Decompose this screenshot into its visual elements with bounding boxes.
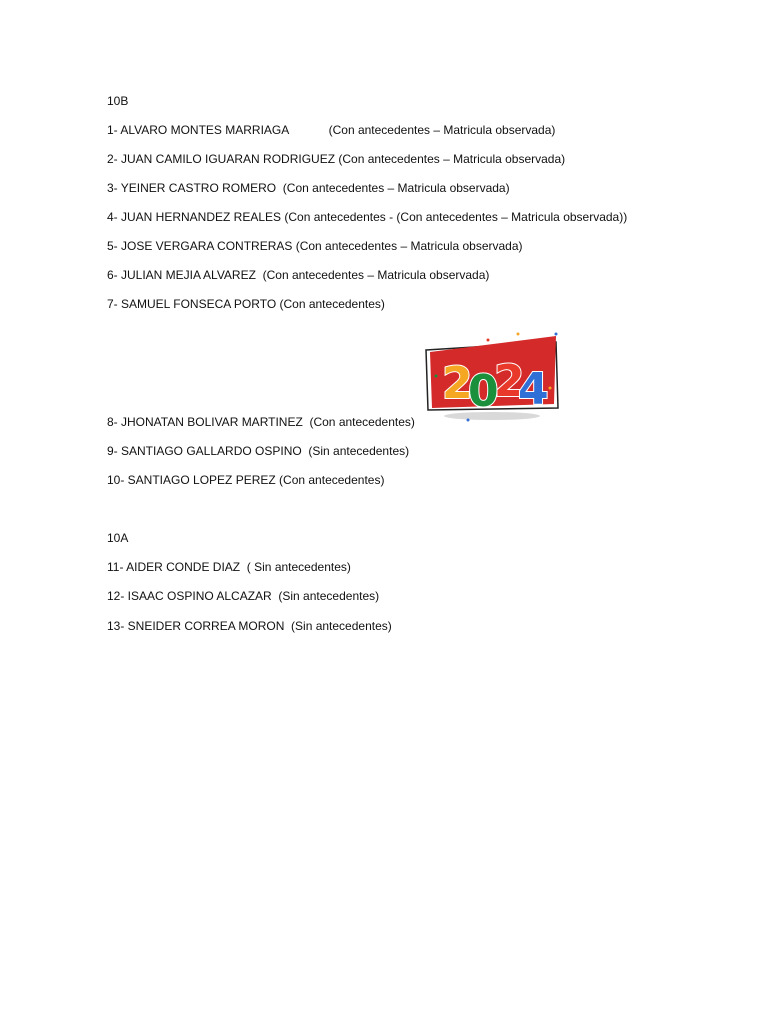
student-line-8: 8- JHONATAN BOLIVAR MARTINEZ (Con antecedentes) bbox=[107, 415, 415, 429]
student-line-1: 1- ALVARO MONTES MARRIAGA (Con antecedentes – Matricula observada) bbox=[107, 123, 556, 137]
student-line-5: 5- JOSE VERGARA CONTRERAS (Con antecedentes – Matricula observada) bbox=[107, 239, 523, 253]
student-line-3: 3- YEINER CASTRO ROMERO (Con antecedentes – Matricula observada) bbox=[107, 181, 510, 195]
logo-digit-2a: 2 bbox=[442, 358, 473, 409]
student-line-4: 4- JUAN HERNANDEZ REALES (Con antecedentes - (Con antecedentes – Matricula observada)) bbox=[107, 210, 628, 224]
student-line-13: 13- SNEIDER CORREA MORON (Sin antecedentes) bbox=[107, 619, 392, 633]
student-line-2: 2- JUAN CAMILO IGUARAN RODRIGUEZ (Con antecedentes – Matricula observada) bbox=[107, 152, 566, 166]
student-line-6: 6- JULIAN MEJIA ALVAREZ (Con antecedentes – Matricula observada) bbox=[107, 268, 490, 282]
year-2024-logo bbox=[420, 330, 562, 422]
section-heading-10b: 10B bbox=[107, 94, 129, 108]
logo-digit-0: 0 bbox=[468, 366, 499, 417]
student-line-11: 11- AIDER CONDE DIAZ ( Sin antecedentes) bbox=[107, 560, 351, 574]
student-line-12: 12- ISAAC OSPINO ALCAZAR (Sin antecedentes) bbox=[107, 589, 380, 603]
section-heading-10a: 10A bbox=[107, 531, 129, 545]
logo-digit-4: 4 bbox=[518, 364, 549, 415]
logo-digit-2b: 2 bbox=[494, 356, 525, 407]
student-line-7: 7- SAMUEL FONSECA PORTO (Con antecedentes) bbox=[107, 297, 385, 311]
student-line-10: 10- SANTIAGO LOPEZ PEREZ (Con antecedentes) bbox=[107, 473, 385, 487]
student-line-9: 9- SANTIAGO GALLARDO OSPINO (Sin antecedentes) bbox=[107, 444, 410, 458]
